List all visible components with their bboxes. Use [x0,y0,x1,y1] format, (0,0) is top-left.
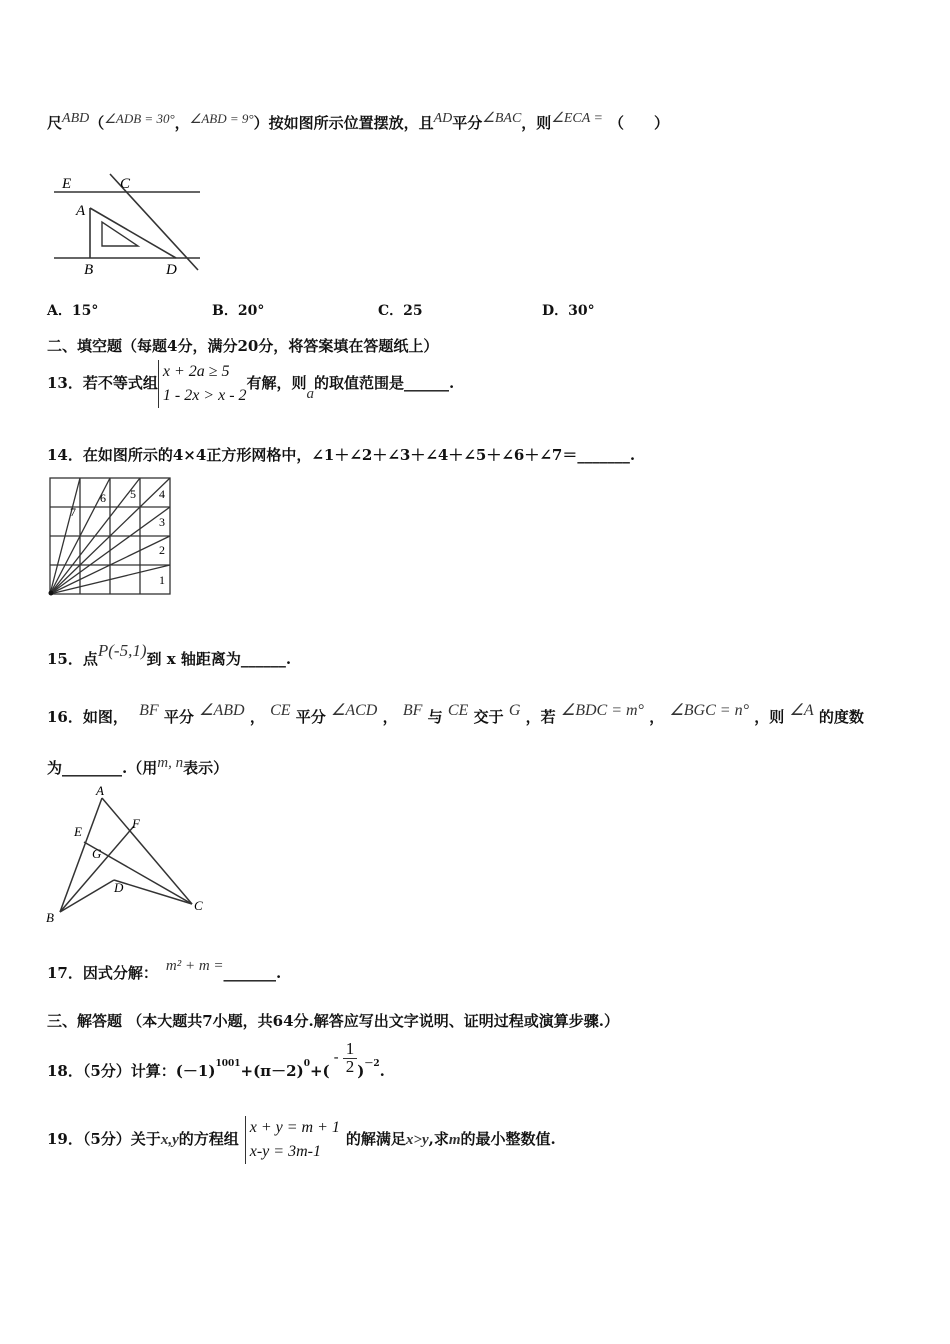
q13-system: x + 2a ≥ 5 1 - 2x > x - 2 [158,360,247,408]
q12-option-a: A．15° [47,303,99,319]
q14-label-6: 6 [100,491,106,505]
q14-label-2: 2 [159,543,165,557]
q12-label-e: E [62,176,72,192]
section-2-heading: 二、填空题（每题4分，满分20分，将答案填在答题纸上） [47,337,439,355]
q14-label-4: 4 [159,487,165,501]
q17: 17．因式分解： m² + m =_______. [47,958,282,982]
q13: 13．若不等式组x + 2a ≥ 5 1 - 2x > x - 2有解，则a的取值范围是______. [47,360,454,408]
q18: 18．（5分）计算：$(-1)^{1001}+(\pi-2)^0+(- \frac{1}{2})^{-2}$. [47,1039,385,1080]
q16-label-e: E [74,824,82,839]
q16-line2: 为________.（用m, n表示） [47,755,229,777]
q16-label-b: B [46,910,54,925]
q14-label-5: 5 [130,487,136,501]
q16-label-a: A [96,783,104,798]
q15: 15．点P(-5,1)到 x 轴距离为______. [47,641,292,668]
q14-origin-dot [49,591,54,596]
q16-figure [40,782,220,928]
q14-label-1: 1 [159,573,165,587]
q19: 19．（5分）关于x,y的方程组x + y = m + 1 x-y = 3m-1的解满足x>y,求m的最小整数值. [47,1116,556,1164]
q16-label-f: F [132,816,140,831]
q12-option-d: D．30° [542,303,595,319]
q12-option-c: C．25 [378,303,423,319]
q16-label-g: G [92,846,102,861]
q18-fraction: $\frac{1}{2}$ [343,1040,358,1076]
q19-system: x + y = m + 1 x-y = 3m-1 [245,1116,340,1164]
section-3-heading: 三、解答题 （本大题共7小题，共64分.解答应写出文字说明、证明过程或演算步骤.） [47,1012,619,1030]
q12-label-d: D [166,262,177,278]
q12-option-b: B．20° [212,303,265,319]
q12-label-b: B [84,262,94,278]
q14-grid-figure [46,474,174,600]
q14-label-7: 7 [70,505,76,519]
q12-figure [48,170,208,280]
q12-text: 尺ABD（∠ADB = 30°，∠ABD = 9°）按如图所示位置摆放，且AD平分∠BAC，则∠ECA = （ ） [47,111,670,132]
q14-text: 14．在如图所示的4×4正方形网格中，∠1＋∠2＋∠3＋∠4＋∠5＋∠6＋∠7＝_______. [47,446,636,464]
q14-label-3: 3 [159,515,165,529]
q16-line1: 16．如图， BF 平分 ∠ABD ， CE 平分 ∠ACD ， BF 与 CE 交于 G ，若 ∠BDC = m° ， ∠BGC = n° ，则 ∠A 的度数 [47,702,864,726]
q12-label-a: A [76,203,86,219]
q16-label-d: D [114,880,124,895]
q16-label-c: C [194,898,203,913]
q12-label-c: C [120,176,131,192]
